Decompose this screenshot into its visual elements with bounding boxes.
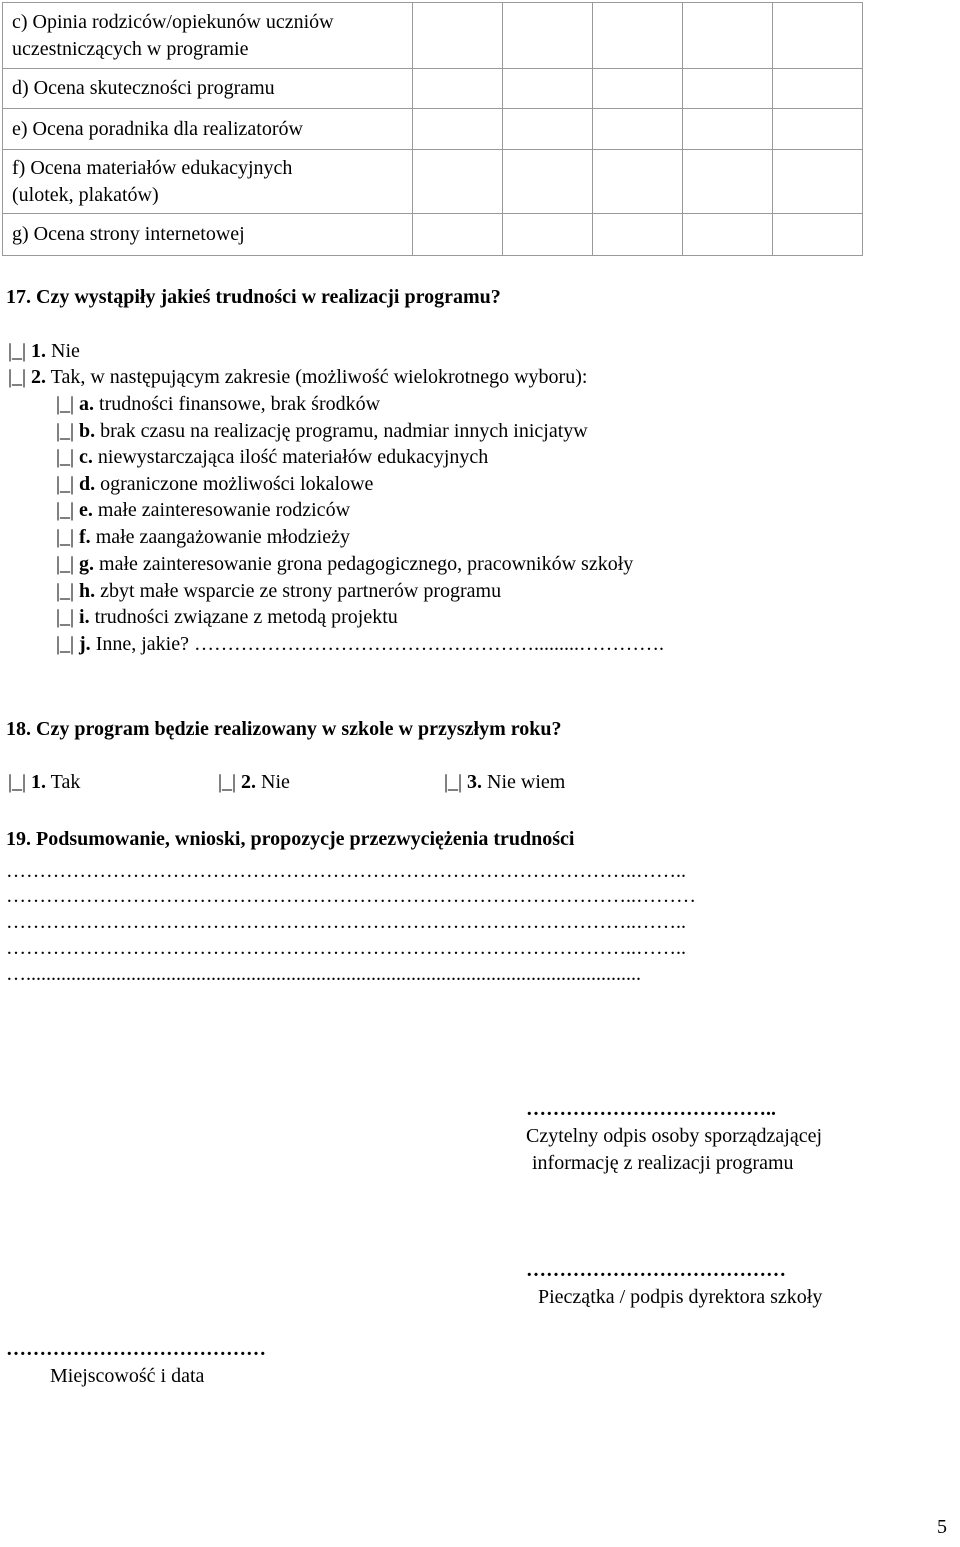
table-row [3,214,863,256]
q17-sub-option-j[interactable]: |_| j. Inne, jakie? …………………………………………….........…………. [56,633,664,655]
answer-line[interactable]: …........................................................................................................................... [6,963,641,985]
q17-sub-option-d[interactable]: |_| d. ograniczone możliwości lokalowe [56,473,374,495]
rating-cell[interactable] [773,69,863,109]
place-date-line: ………………………………… [6,1338,266,1360]
rating-cell[interactable] [773,150,863,214]
rating-cell[interactable] [413,69,503,109]
question-18-title: 18. Czy program będzie realizowany w szkole w przyszłym roku? [6,718,562,740]
q17-sub-option-i[interactable]: |_| i. trudności związane z metodą projektu [56,606,398,628]
checkbox[interactable]: |_| [8,771,27,793]
signature-line-author: ……………………………….. [526,1098,776,1120]
q17-sub-option-a[interactable]: |_| a. trudności finansowe, brak środków [56,393,381,415]
table-row [3,69,863,109]
checkbox[interactable]: |_| [56,393,75,415]
q18-option-1[interactable]: |_| 1. Tak [8,771,81,793]
row-label: g) Ocena strony internetowej [3,214,413,256]
rating-cell[interactable] [413,150,503,214]
checkbox[interactable]: |_| [56,499,75,521]
signature-caption: Czytelny odpis osoby sporządzającej [526,1125,823,1147]
rating-cell[interactable] [683,150,773,214]
signature-caption: Pieczątka / podpis dyrektora szkoły [538,1286,823,1308]
signature-line-director: ………………………………… [526,1259,786,1281]
table-row [3,150,863,214]
rating-cell[interactable] [683,214,773,256]
rating-cell[interactable] [413,3,503,69]
checkbox[interactable]: |_| [56,446,75,468]
answer-line[interactable]: …………………………………………………………………………………..…….. [6,911,686,933]
rating-cell[interactable] [503,150,593,214]
table-row [3,3,863,69]
q17-sub-option-f[interactable]: |_| f. małe zaangażowanie młodzieży [56,526,350,548]
rating-cell[interactable] [683,109,773,150]
checkbox[interactable]: |_| [56,633,75,655]
checkbox[interactable]: |_| [218,771,237,793]
checkbox[interactable]: |_| [8,366,27,388]
rating-cell[interactable] [683,69,773,109]
q17-sub-option-c[interactable]: |_| c. niewystarczająca ilość materiałów edukacyjnych [56,446,489,468]
checkbox[interactable]: |_| [56,473,75,495]
q17-sub-option-b[interactable]: |_| b. brak czasu na realizację programu, nadmiar innych inicjatyw [56,420,588,442]
rating-cell[interactable] [593,150,683,214]
q17-sub-option-h[interactable]: |_| h. zbyt małe wsparcie ze strony partnerów programu [56,580,502,602]
rating-cell[interactable] [593,69,683,109]
answer-line[interactable]: …………………………………………………………………………………..…….. [6,860,686,882]
row-label: f) Ocena materiałów edukacyjnych (ulotek, plakatów) [3,150,413,214]
rating-cell[interactable] [683,3,773,69]
checkbox[interactable]: |_| [8,340,27,362]
rating-cell[interactable] [503,214,593,256]
rating-cell[interactable] [413,109,503,150]
rating-cell[interactable] [593,109,683,150]
question-19-title: 19. Podsumowanie, wnioski, propozycje przezwyciężenia trudności [6,828,575,850]
row-label: e) Ocena poradnika dla realizatorów [3,109,413,150]
q17-option-2[interactable]: |_| 2. Tak, w następującym zakresie (możliwość wielokrotnego wyboru): [8,366,588,388]
rating-cell[interactable] [773,109,863,150]
checkbox[interactable]: |_| [56,553,75,575]
checkbox[interactable]: |_| [56,580,75,602]
checkbox[interactable]: |_| [56,606,75,628]
q17-option-1[interactable]: |_| 1. Nie [8,340,80,362]
rating-cell[interactable] [593,3,683,69]
q17-sub-option-e[interactable]: |_| e. małe zainteresowanie rodziców [56,499,351,521]
q18-option-2[interactable]: |_| 2. Nie [218,771,290,793]
answer-line[interactable]: …………………………………………………………………………………..……… [6,885,696,907]
question-17-title: 17. Czy wystąpiły jakieś trudności w realizacji programu? [6,286,501,308]
row-label: c) Opinia rodziców/opiekunów uczniów uczestniczących w programie [3,3,413,69]
rating-cell[interactable] [773,214,863,256]
checkbox[interactable]: |_| [444,771,463,793]
place-date-caption: Miejscowość i data [50,1365,205,1387]
rating-cell[interactable] [593,214,683,256]
signature-caption: informację z realizacji programu [532,1152,794,1174]
rating-cell[interactable] [503,3,593,69]
rating-cell[interactable] [413,214,503,256]
checkbox[interactable]: |_| [56,526,75,548]
table-row [3,109,863,150]
checkbox[interactable]: |_| [56,420,75,442]
rating-cell[interactable] [503,109,593,150]
q17-sub-option-g[interactable]: |_| g. małe zainteresowanie grona pedagogicznego, pracowników szkoły [56,553,634,575]
rating-cell[interactable] [773,3,863,69]
rating-cell[interactable] [503,69,593,109]
q18-option-3[interactable]: |_| 3. Nie wiem [444,771,566,793]
evaluation-table [2,2,863,256]
other-answer-field[interactable]: …………………………………………….........…………. [193,633,664,655]
answer-line[interactable]: …………………………………………………………………………………..…….. [6,937,686,959]
row-label: d) Ocena skuteczności programu [3,69,413,109]
page-number: 5 [937,1516,947,1538]
